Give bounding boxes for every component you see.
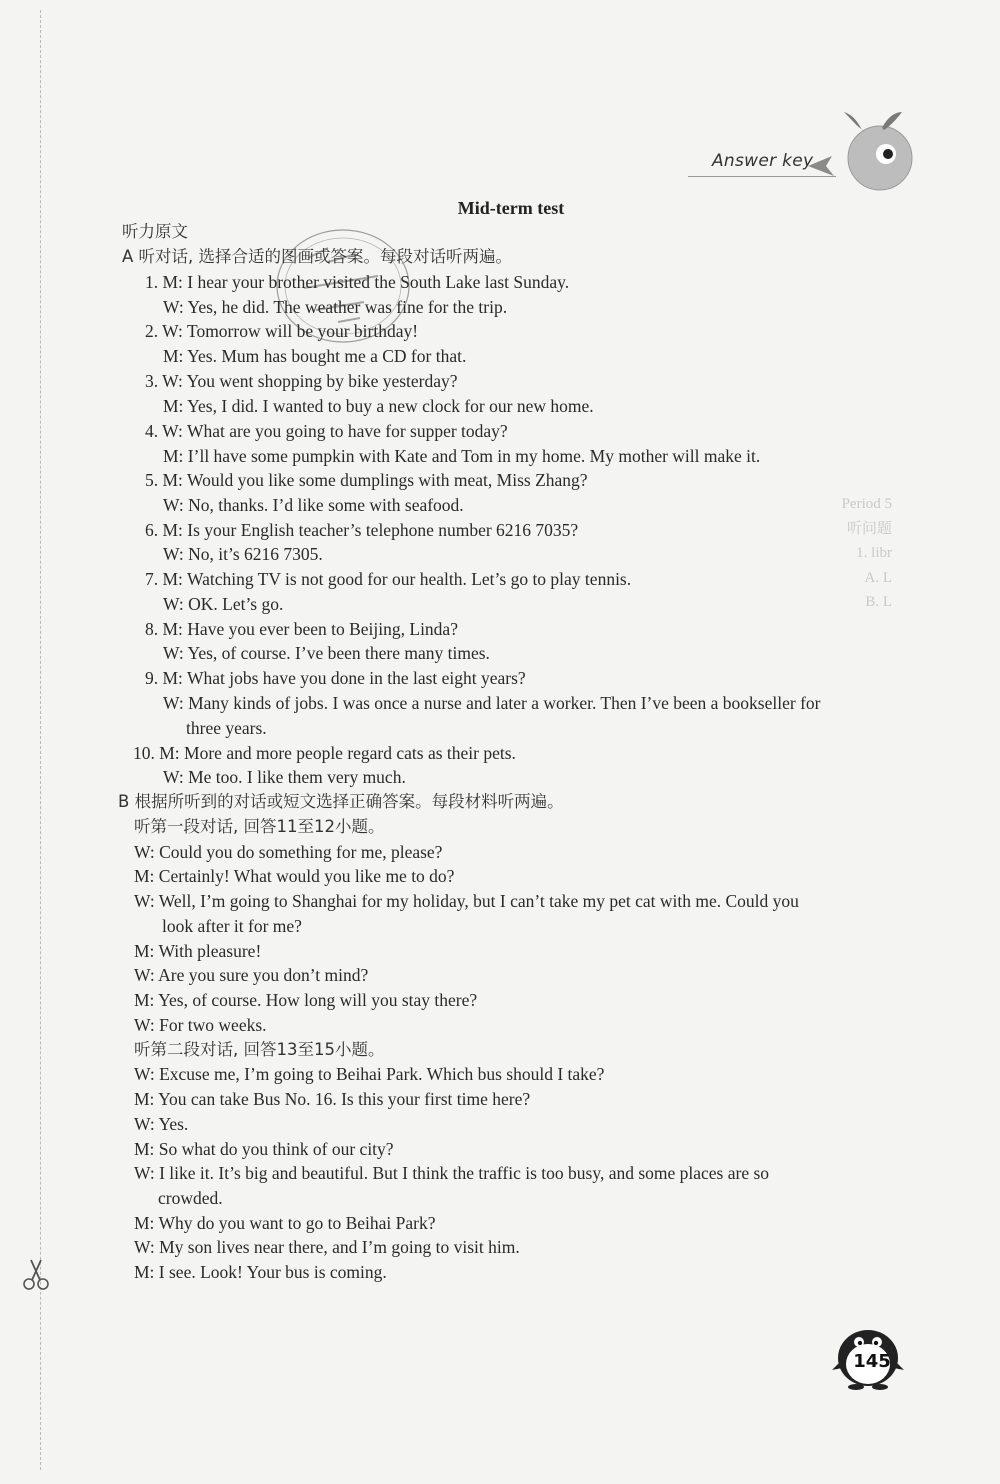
dialogue-2-heading: 听第二段对话, 回答13至15小题。 bbox=[134, 1040, 385, 1059]
dialogue-line: M: Yes, of course. How long will you stay there? bbox=[134, 990, 478, 1010]
dialogue-line: W: No, it’s 6216 7305. bbox=[163, 544, 323, 564]
dialogue-line: W: No, thanks. I’d like some with seafood. bbox=[163, 495, 464, 515]
dialogue-line: M: I see. Look! Your bus is coming. bbox=[134, 1262, 387, 1282]
dialogue-line: 7. M: Watching TV is not good for our health. Let’s go to play tennis. bbox=[145, 569, 632, 589]
bleed-line: 1. libr bbox=[856, 545, 892, 561]
dialogue-line: W: Me too. I like them very much. bbox=[163, 767, 406, 787]
dialogue-line: W: Excuse me, I’m going to Beihai Park. Which bus should I take? bbox=[134, 1064, 605, 1084]
dialogue-line: W: My son lives near there, and I’m going to visit him. bbox=[134, 1237, 520, 1257]
page-number: 145 bbox=[853, 1351, 891, 1372]
dialogue-line: M: I’ll have some pumpkin with Kate and Tom in my home. My mother will make it. bbox=[163, 446, 761, 466]
dialogue-line: 2. W: Tomorrow will be your birthday! bbox=[145, 321, 419, 341]
dialogue-line: three years. bbox=[186, 718, 267, 738]
dialogue-line: 1. M: I hear your brother visited the South Lake last Sunday. bbox=[145, 272, 570, 292]
dialogue-line: W: Yes, of course. I’ve been there many times. bbox=[163, 643, 490, 663]
header-rule bbox=[688, 176, 836, 177]
dialogue-line: M: With pleasure! bbox=[134, 941, 262, 961]
bleed-through-text bbox=[814, 492, 892, 615]
dialogue-line: M: Yes. Mum has bought me a CD for that. bbox=[163, 346, 467, 366]
dialogue-1-heading: 听第一段对话, 回答11至12小题。 bbox=[134, 817, 385, 836]
dialogue-line: W: Yes. bbox=[134, 1114, 189, 1134]
dialogue-line: 4. W: What are you going to have for supper today? bbox=[145, 421, 508, 441]
bleed-line: A. L bbox=[864, 569, 892, 586]
part-a-instruction: A 听对话, 选择合适的图画或答案。每段对话听两遍。 bbox=[122, 247, 513, 266]
dialogue-line: 8. M: Have you ever been to Beijing, Linda? bbox=[145, 619, 458, 639]
part-b-instruction: B 根据所听到的对话或短文选择正确答案。每段材料听两遍。 bbox=[118, 792, 564, 811]
dialogue-line: M: So what do you think of our city? bbox=[134, 1139, 394, 1159]
dialogue-line: W: Could you do something for me, please? bbox=[134, 842, 443, 862]
dialogue-line: 10. M: More and more people regard cats as their pets. bbox=[133, 743, 516, 763]
scissors-icon bbox=[20, 1258, 52, 1292]
dialogue-line: crowded. bbox=[158, 1188, 223, 1208]
dialogue-line: W: For two weeks. bbox=[134, 1015, 267, 1035]
dialogue-line: W: I like it. It’s big and beautiful. But I think the traffic is too busy, and some places are so bbox=[134, 1163, 770, 1183]
dialogue-line: M: Why do you want to go to Beihai Park? bbox=[134, 1213, 436, 1233]
dialogue-line: look after it for me? bbox=[162, 916, 302, 936]
dialogue-line: W: Are you sure you don’t mind? bbox=[134, 965, 369, 985]
dialogue-line: W: Well, I’m going to Shanghai for my holiday, but I can’t take my pet cat with me. Could you bbox=[134, 891, 799, 911]
dialogue-line: 6. M: Is your English teacher’s telephone number 6216 7035? bbox=[145, 520, 579, 540]
dialogue-line: 5. M: Would you like some dumplings with meat, Miss Zhang? bbox=[145, 470, 588, 490]
dialogue-line: M: Certainly! What would you like me to do? bbox=[134, 866, 455, 886]
dialogue-line: M: You can take Bus No. 16. Is this your first time here? bbox=[134, 1089, 531, 1109]
dialogue-line: 3. W: You went shopping by bike yesterday? bbox=[145, 371, 458, 391]
dialogue-line: W: Yes, he did. The weather was fine for the trip. bbox=[163, 297, 508, 317]
dialogue-line: 9. M: What jobs have you done in the last eight years? bbox=[145, 668, 526, 688]
answer-key-label: Answer key bbox=[712, 151, 814, 171]
section-label: 听力原文 bbox=[122, 222, 188, 241]
dialogue-line: M: Yes, I did. I wanted to buy a new clock for our new home. bbox=[163, 396, 594, 416]
bleed-line: 听问题 bbox=[846, 520, 892, 537]
dialogue-line: W: OK. Let’s go. bbox=[163, 594, 284, 614]
bleed-line: B. L bbox=[865, 594, 892, 610]
page-title: Mid-term test bbox=[457, 198, 565, 218]
dashed-cut-line bbox=[40, 10, 41, 1470]
dialogue-line: W: Many kinds of jobs. I was once a nurse and later a worker. Then I’ve been a bookseller for bbox=[163, 693, 821, 713]
bleed-line: Period 5 bbox=[841, 496, 892, 512]
